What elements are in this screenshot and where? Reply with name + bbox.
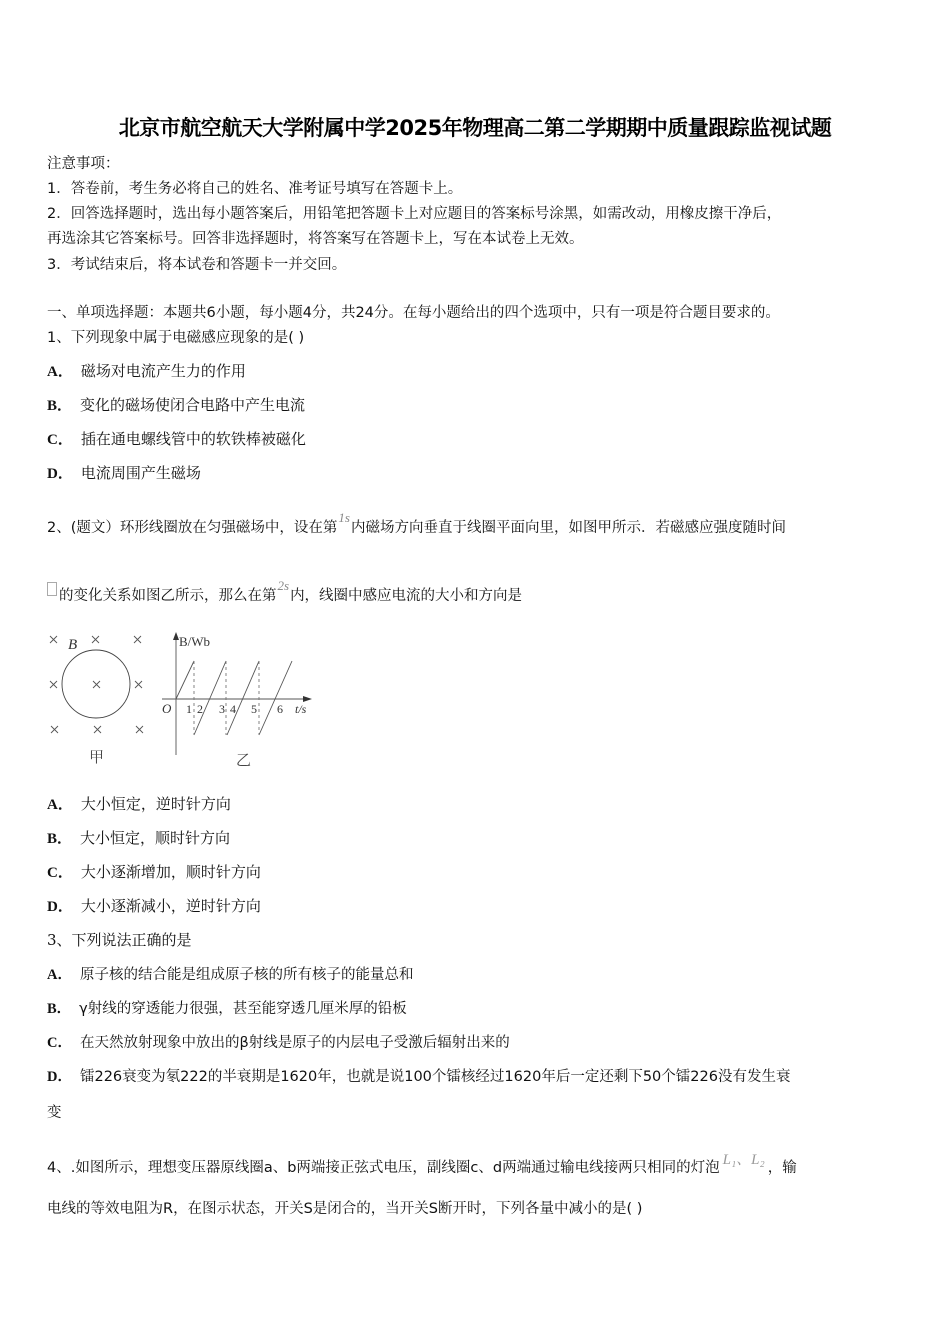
option-text: 大小逐渐增加，顺时针方向 (80, 863, 261, 881)
magnetic-field-diagram (40, 625, 320, 770)
question-4-stem-line-2: 电线的等效电阻为R，在图示状态，开关S是闭合的，当开关S断开时，下列各量中减小的是( ) (47, 1201, 643, 1217)
option-text: 大小恒定，逆时针方向 (80, 795, 231, 813)
x-tick: 1 (186, 702, 192, 716)
question-1-option-d (47, 462, 201, 483)
x-tick: 6 (277, 702, 283, 716)
option-key: B． (47, 831, 73, 847)
question-3-option-b (47, 997, 407, 1018)
notice-item-2: 2．回答选择题时，选出每小题答案后，用铅笔把答题卡上对应题目的答案标号涂黑，如需改动，用橡皮擦干净后， (47, 206, 782, 222)
question-1-option-b (47, 394, 305, 415)
option-key: B． (47, 398, 73, 414)
question-3-option-a (47, 963, 413, 984)
stem-text: 2、(题文）环形线圈放在匀强磁场中，设在第 (47, 520, 338, 536)
field-label: B (68, 637, 78, 653)
option-key: C． (47, 1035, 72, 1051)
time-symbol: 2s (277, 578, 290, 593)
stem-text: ，输 (767, 1160, 797, 1176)
option-text: 大小逐渐减小，逆时针方向 (80, 897, 261, 915)
question-1-option-c (47, 428, 306, 449)
option-text: 在天然放射现象中放出的β射线是原子的内层电子受激后辐射出来的 (79, 1035, 510, 1051)
x-tick: 2 (197, 702, 203, 716)
missing-symbol-icon (47, 582, 57, 596)
option-key: A． (47, 364, 73, 380)
option-key: A． (47, 967, 72, 983)
question-2-stem-line-2 (47, 578, 522, 605)
figure-caption-left: 甲 (89, 750, 105, 766)
stem-text: 4、.如图所示，理想变压器原线圈a、b两端接正弦式电压，副线圈c、d两端通过输电线接两只相同的灯泡 (47, 1160, 720, 1176)
stem-text: 的变化关系如图乙所示，那么在第 (59, 588, 277, 604)
question-2-option-b (47, 827, 230, 848)
option-key: C． (47, 432, 73, 448)
question-3-option-d-cont: 变 (47, 1105, 62, 1121)
option-text: 大小恒定，顺时针方向 (80, 829, 231, 847)
origin-label: O (162, 701, 172, 716)
question-2-option-c (47, 861, 261, 882)
option-key: D． (47, 899, 73, 915)
page-title: 北京市航空航天大学附属中学2025年物理高二第二学期期中质量跟踪监视试题 (118, 116, 832, 140)
option-text: 电流周围产生磁场 (80, 464, 201, 482)
figure-caption-right: 乙 (236, 753, 252, 769)
question-2-option-d (47, 895, 261, 916)
notice-item-1: 1．答卷前，考生务必将自己的姓名、准考证号填写在答题卡上。 (47, 181, 463, 197)
stem-text: 内磁场方向垂直于线圈平面向里，如图甲所示．若磁感应强度随时间 (350, 520, 786, 536)
option-text: 变化的磁场使闭合电路中产生电流 (80, 396, 306, 414)
y-axis-label: B/Wb (179, 634, 211, 649)
question-2-figure (40, 625, 320, 770)
stem-text: 内，线圈中感应电流的大小和方向是 (290, 588, 523, 604)
time-symbol: 1s (338, 510, 350, 525)
option-text: 原子核的结合能是组成原子核的所有核子的能量总和 (79, 967, 414, 983)
x-axis-label: t/s (295, 702, 307, 716)
option-key: B． (47, 1001, 72, 1017)
field-cross-icon (50, 636, 143, 733)
option-text: γ射线的穿透能力很强，甚至能穿透几厘米厚的铅板 (79, 1001, 407, 1017)
x-tick: 4 (230, 702, 236, 716)
option-key: C． (47, 865, 73, 881)
option-text: 插在通电螺线管中的软铁棒被磁化 (80, 430, 306, 448)
question-3-option-d (47, 1065, 790, 1086)
section-heading: 一、单项选择题：本题共6小题，每小题4分，共24分。在每小题给出的四个选项中，只有一项是符合题目要求的。 (47, 305, 780, 321)
notice-heading: 注意事项： (47, 156, 120, 172)
option-key: D． (47, 466, 73, 482)
bulb-symbols: L₁、L₂ (722, 1152, 765, 1168)
x-tick: 5 (251, 702, 257, 716)
option-key: D． (47, 1069, 72, 1085)
question-1-option-a (47, 360, 246, 381)
question-1-stem: 1、下列现象中属于电磁感应现象的是( ) (47, 330, 305, 346)
question-3-option-c (47, 1031, 510, 1052)
option-key: A． (47, 797, 73, 813)
notice-item-3: 3．考试结束后，将本试卷和答题卡一并交回。 (47, 257, 347, 273)
notice-item-2-cont: 再选涂其它答案标号。回答非选择题时，将答案写在答题卡上，写在本试卷上无效。 (47, 231, 584, 247)
x-tick: 3 (219, 702, 225, 716)
question-2-stem-line-1 (47, 510, 786, 537)
option-text: 镭226衰变为氡222的半衰期是1620年，也就是说100个镭核经过1620年后一定还剩下50个镭226没有发生衰 (79, 1069, 791, 1085)
option-text: 磁场对电流产生力的作用 (80, 362, 246, 380)
question-2-option-a (47, 793, 231, 814)
question-4-stem-line-1 (47, 1148, 797, 1177)
question-3-stem: 3、下列说法正确的是 (47, 931, 192, 949)
